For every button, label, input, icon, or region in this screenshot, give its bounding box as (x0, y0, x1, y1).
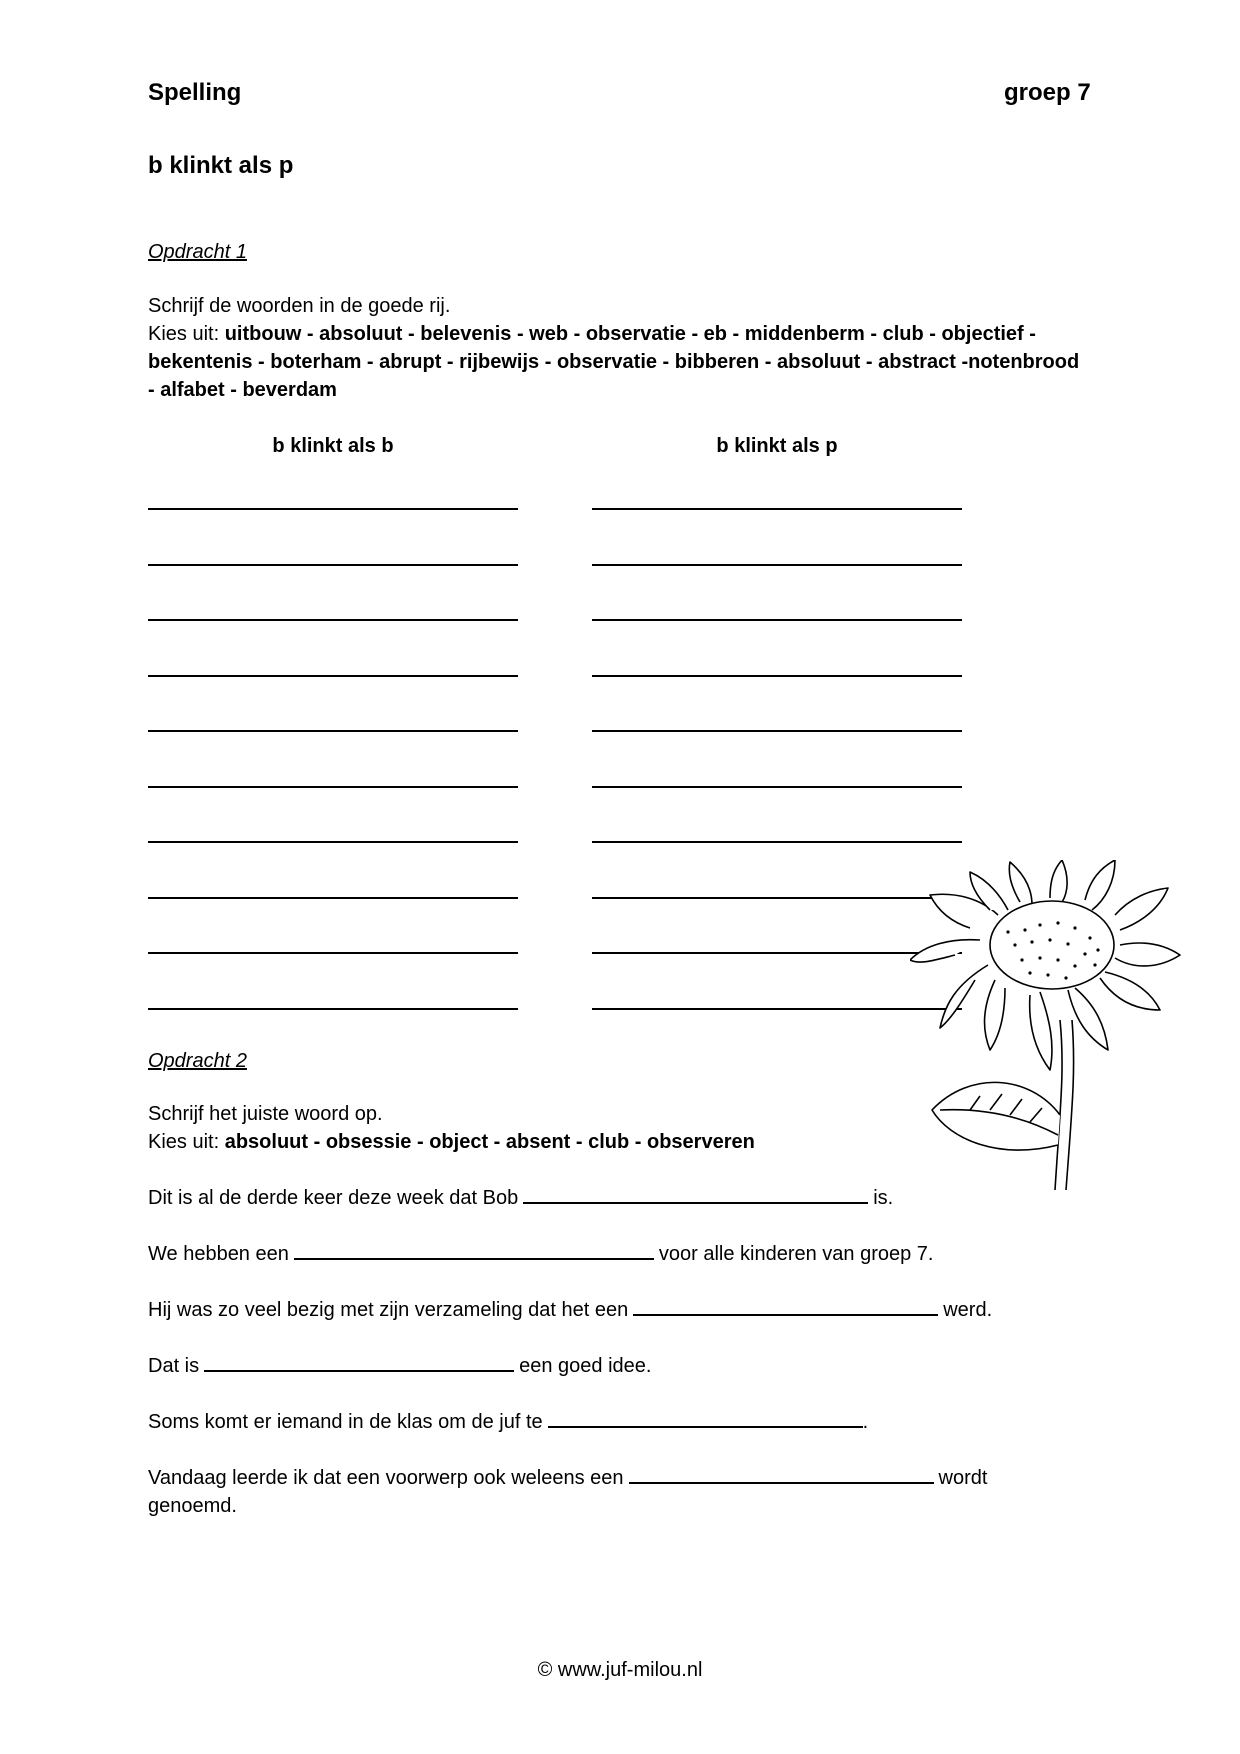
sentence-text: voor alle kinderen van groep 7. (658, 1243, 934, 1265)
column-header-p: b klinkt als p (716, 435, 838, 457)
assignment2-heading: Opdracht 2 (148, 1050, 247, 1072)
answer-line-p[interactable] (592, 675, 962, 677)
sentence-2 (148, 1240, 933, 1268)
subject-title: Spelling (148, 79, 242, 106)
sentence-1 (148, 1184, 893, 1212)
footer-copyright: © www.juf-milou.nl (537, 1659, 703, 1681)
answer-line-p[interactable] (592, 952, 962, 954)
sentence-text: Dit is al de derde keer deze week dat Bob (148, 1187, 519, 1209)
answer-line-p[interactable] (592, 1008, 962, 1010)
sentence-text: We hebben een (148, 1243, 289, 1265)
answer-line-b[interactable] (148, 952, 518, 954)
answer-line-p[interactable] (592, 841, 962, 843)
answer-line-b[interactable] (148, 897, 518, 899)
answer-blank[interactable] (633, 1296, 938, 1316)
assignment1-word-list-line1 (148, 320, 1036, 348)
answer-blank[interactable] (294, 1240, 654, 1260)
answer-line-b[interactable] (148, 1008, 518, 1010)
sentence-6 (148, 1464, 987, 1492)
sentence-text: werd. (943, 1299, 993, 1321)
assignment1-word-list-line3: - alfabet - beverdam (148, 379, 337, 401)
answer-line-b[interactable] (148, 564, 518, 566)
sentence-text: wordt (938, 1467, 988, 1489)
answer-line-b[interactable] (148, 786, 518, 788)
answer-line-b[interactable] (148, 508, 518, 510)
answer-line-p[interactable] (592, 730, 962, 732)
answer-line-b[interactable] (148, 841, 518, 843)
word-list: absoluut - obsessie - object - absent - club - observeren (224, 1131, 755, 1153)
word-list: uitbouw - absoluut - belevenis - web - observatie - eb - middenberm - club - objectief - (224, 323, 1036, 345)
assignment2-word-list (148, 1128, 755, 1156)
assignment1-word-list-line2: bekentenis - boterham - abrupt - rijbewijs - observatie - bibberen - absoluut - abstract -notenbrood (148, 351, 1080, 373)
sentence-6-continuation: genoemd. (148, 1495, 237, 1517)
choose-label: Kies uit: (148, 1131, 220, 1153)
sunflower-icon (910, 860, 1210, 1200)
sentence-text: Hij was zo veel bezig met zijn verzameling dat het een (148, 1299, 629, 1321)
sentence-text: is. (873, 1187, 894, 1209)
choose-label: Kies uit: (148, 323, 220, 345)
sentence-5 (148, 1408, 868, 1436)
answer-line-p[interactable] (592, 786, 962, 788)
sentence-4 (148, 1352, 651, 1380)
sentence-3 (148, 1296, 992, 1324)
column-header-b: b klinkt als b (272, 435, 394, 457)
answer-blank[interactable] (548, 1408, 863, 1428)
sentence-text: een goed idee. (519, 1355, 652, 1377)
sentence-text: . (862, 1411, 869, 1433)
assignment1-instruction: Schrijf de woorden in de goede rij. (148, 295, 451, 317)
assignment1-heading: Opdracht 1 (148, 241, 247, 263)
grade-label: groep 7 (1004, 79, 1091, 106)
assignment2-instruction: Schrijf het juiste woord op. (148, 1103, 383, 1125)
answer-line-b[interactable] (148, 730, 518, 732)
page-title: b klinkt als p (148, 152, 294, 179)
answer-line-p[interactable] (592, 508, 962, 510)
answer-line-b[interactable] (148, 619, 518, 621)
answer-blank[interactable] (629, 1464, 934, 1484)
answer-line-b[interactable] (148, 675, 518, 677)
answer-blank[interactable] (204, 1352, 514, 1372)
sentence-text: Soms komt er iemand in de klas om de juf te (148, 1411, 543, 1433)
sentence-text: Dat is (148, 1355, 200, 1377)
answer-line-p[interactable] (592, 619, 962, 621)
sentence-text: Vandaag leerde ik dat een voorwerp ook weleens een (148, 1467, 624, 1489)
answer-line-p[interactable] (592, 564, 962, 566)
answer-line-p[interactable] (592, 897, 962, 899)
answer-blank[interactable] (523, 1184, 868, 1204)
